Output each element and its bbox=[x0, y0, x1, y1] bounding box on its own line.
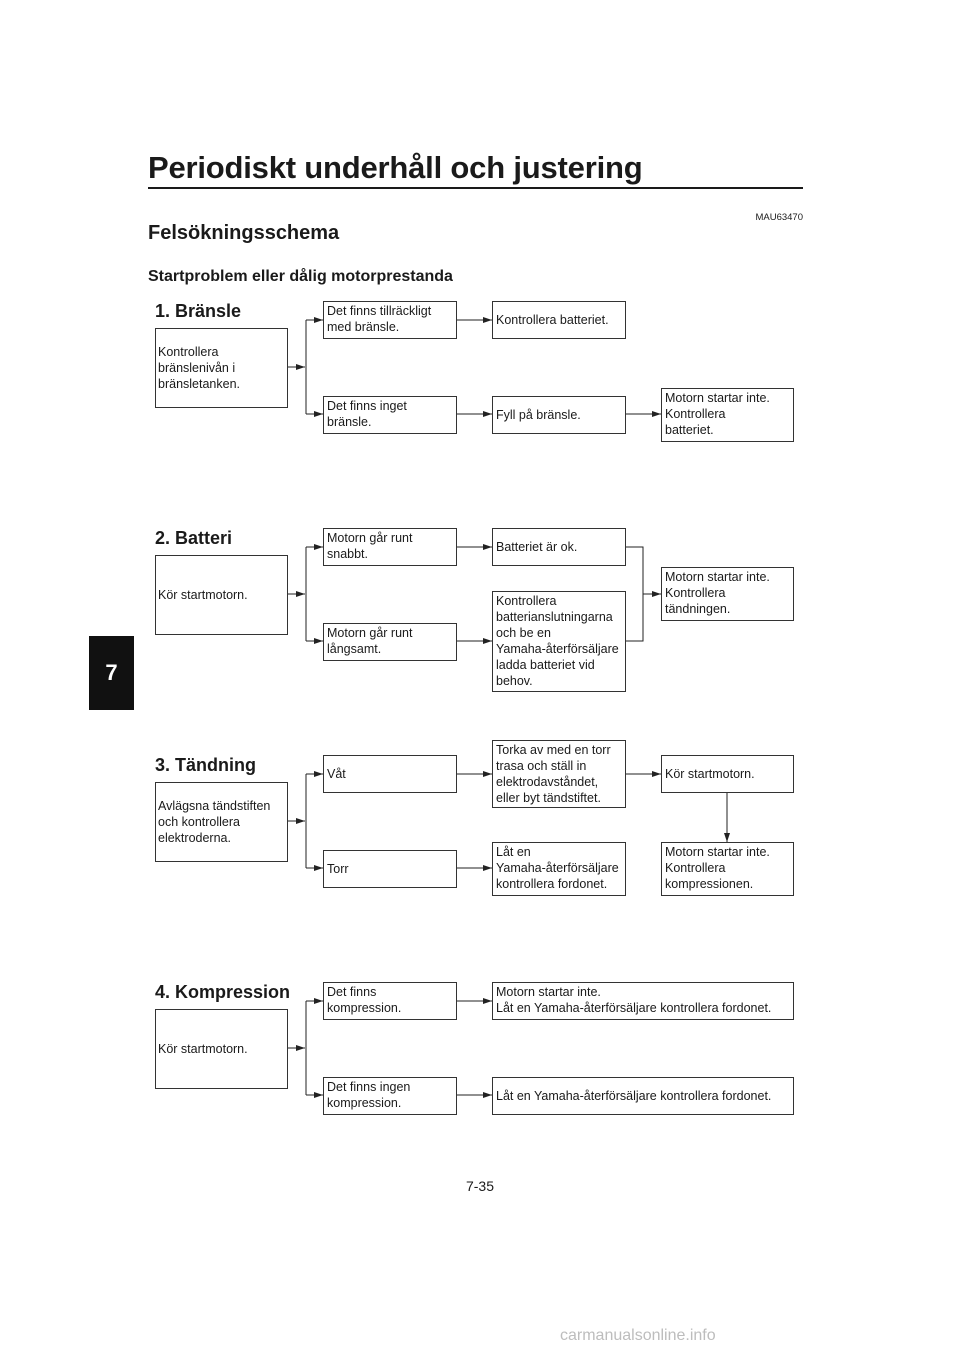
box-motor-fast: Motorn går runt snabbt. bbox=[323, 528, 457, 566]
box-dry: Torr bbox=[323, 850, 457, 888]
box-run-starter: Kör startmotorn. bbox=[661, 755, 794, 793]
box-check-compression: Motorn startar inte. Kontrollera kompressionen. bbox=[661, 842, 794, 896]
section-heading: Felsökningsschema bbox=[148, 222, 340, 244]
box-fuel-enough: Det finns tillräckligt med bränsle. bbox=[323, 301, 457, 339]
section-label-ignition: 3. Tändning bbox=[155, 755, 256, 775]
page-number: 7-35 bbox=[465, 1178, 495, 1194]
box-no-compression-dealer: Låt en Yamaha-återförsäljare kontrollera fordonet. bbox=[492, 1077, 794, 1115]
box-dealer-check: Låt en Yamaha-återförsäljare kontrollera fordonet. bbox=[492, 842, 626, 896]
section-subheading: Startproblem eller dålig motorprestanda bbox=[148, 268, 453, 285]
box-clean-plug: Torka av med en torr trasa och ställ in elektrodavståndet, eller byt tändstiftet. bbox=[492, 740, 626, 808]
box-compression-dealer: Motorn startar inte. Låt en Yamaha-återförsäljare kontrollera fordonet. bbox=[492, 982, 794, 1020]
box-battery-connections: Kontrollera batterianslutningarna och be en Yamaha-återförsäljare ladda batteriet vid behov. bbox=[492, 591, 626, 692]
page-title: Periodiskt underhåll och justering bbox=[148, 150, 643, 185]
section-label-battery: 2. Batteri bbox=[155, 528, 233, 548]
section-label-fuel: 1. Bränsle bbox=[155, 301, 242, 321]
start-box-battery: Kör startmotorn. bbox=[155, 555, 288, 635]
watermark: carmanualsonline.info bbox=[560, 1327, 716, 1344]
box-refuel: Fyll på bränsle. bbox=[492, 396, 626, 434]
box-wet: Våt bbox=[323, 755, 457, 793]
box-no-compression: Det finns ingen kompression. bbox=[323, 1077, 457, 1115]
chapter-tab: 7 bbox=[89, 636, 134, 710]
box-battery-ok: Batteriet är ok. bbox=[492, 528, 626, 566]
start-box-fuel: Kontrollera bränslenivån i bränsletanken. bbox=[155, 328, 288, 408]
box-has-compression: Det finns kompression. bbox=[323, 982, 457, 1020]
start-box-compression: Kör startmotorn. bbox=[155, 1009, 288, 1089]
section-label-compression: 4. Kompression bbox=[155, 982, 291, 1002]
box-check-battery: Kontrollera batteriet. bbox=[492, 301, 626, 339]
box-fuel-final: Motorn startar inte. Kontrollera batteriet. bbox=[661, 388, 794, 442]
box-no-fuel: Det finns inget bränsle. bbox=[323, 396, 457, 434]
section-code: MAU63470 bbox=[755, 212, 803, 223]
start-box-ignition: Avlägsna tändstiften och kontrollera elektroderna. bbox=[155, 782, 288, 862]
merge-s2 bbox=[625, 547, 643, 641]
box-battery-final: Motorn startar inte. Kontrollera tändningen. bbox=[661, 567, 794, 621]
box-motor-slow: Motorn går runt långsamt. bbox=[323, 623, 457, 661]
